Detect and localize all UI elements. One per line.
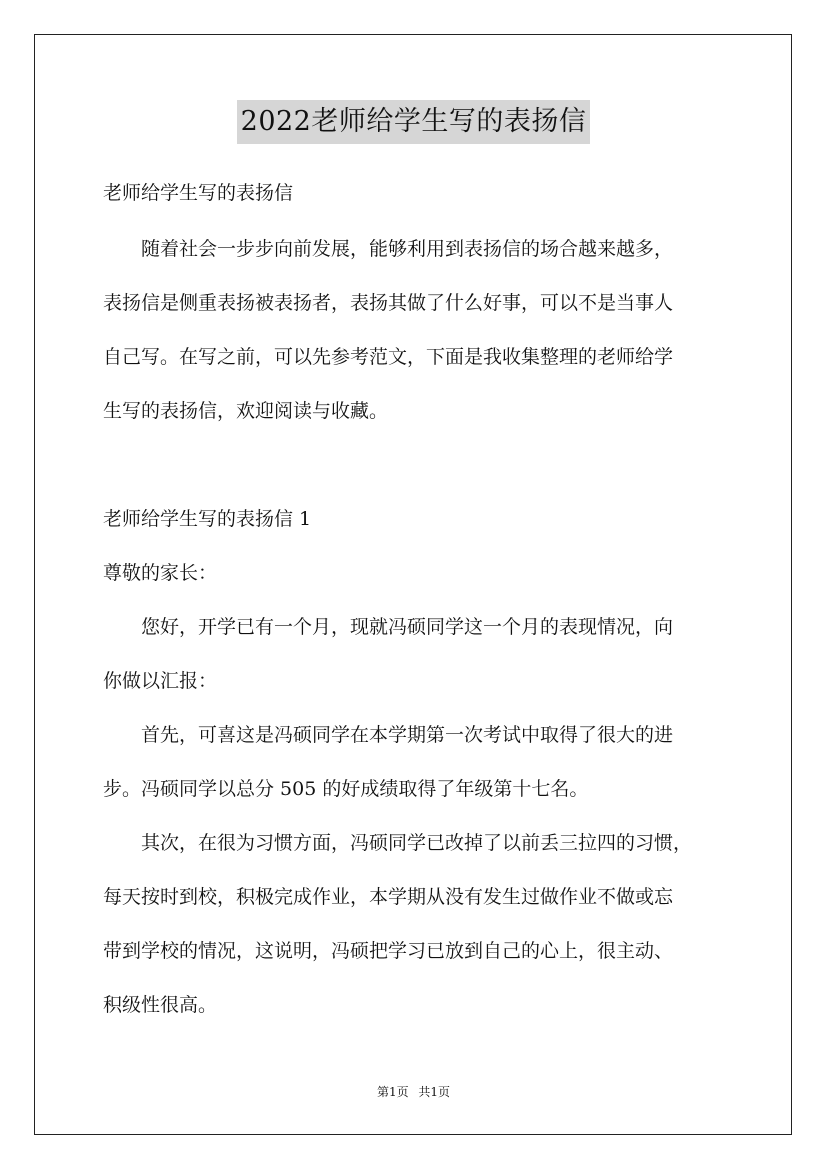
page-number: 第1页	[376, 1085, 409, 1099]
subtitle-line: 老师给学生写的表扬信	[103, 182, 294, 204]
body-line-1: 您好，开学已有一个月，现就冯硕同学这一个月的表现情况，向	[103, 616, 674, 638]
page-footer	[0, 1084, 827, 1100]
body-line-4: 步。冯硕同学以总分 505 的好成绩取得了年级第十七名。	[103, 778, 589, 800]
body-line-6: 每天按时到校，积极完成作业，本学期从没有发生过做作业不做或忘	[103, 886, 674, 908]
page-total: 共1页	[418, 1085, 451, 1099]
document-title: 2022老师给学生写的表扬信	[237, 100, 591, 144]
intro-line-1: 随着社会一步步向前发展，能够利用到表扬信的场合越来越多，	[103, 238, 674, 260]
body-line-8: 积级性很高。	[103, 994, 218, 1016]
intro-line-2: 表扬信是侧重表扬被表扬者，表扬其做了什么好事，可以不是当事人	[103, 292, 674, 314]
intro-line-3: 自己写。在写之前，可以先参考范文，下面是我收集整理的老师给学	[103, 346, 674, 368]
intro-line-4: 生写的表扬信，欢迎阅读与收藏。	[103, 400, 389, 422]
salutation: 尊敬的家长：	[103, 562, 218, 584]
body-line-3: 首先，可喜这是冯硕同学在本学期第一次考试中取得了很大的进	[103, 724, 674, 746]
section-heading: 老师给学生写的表扬信 1	[103, 508, 312, 530]
body-line-5: 其次，在很为习惯方面，冯硕同学已改掉了以前丢三拉四的习惯，	[103, 832, 693, 854]
body-line-7: 带到学校的情况，这说明，冯硕把学习已放到自己的心上，很主动、	[103, 940, 674, 962]
title-container	[0, 100, 827, 144]
body-line-2: 你做以汇报：	[103, 670, 218, 692]
